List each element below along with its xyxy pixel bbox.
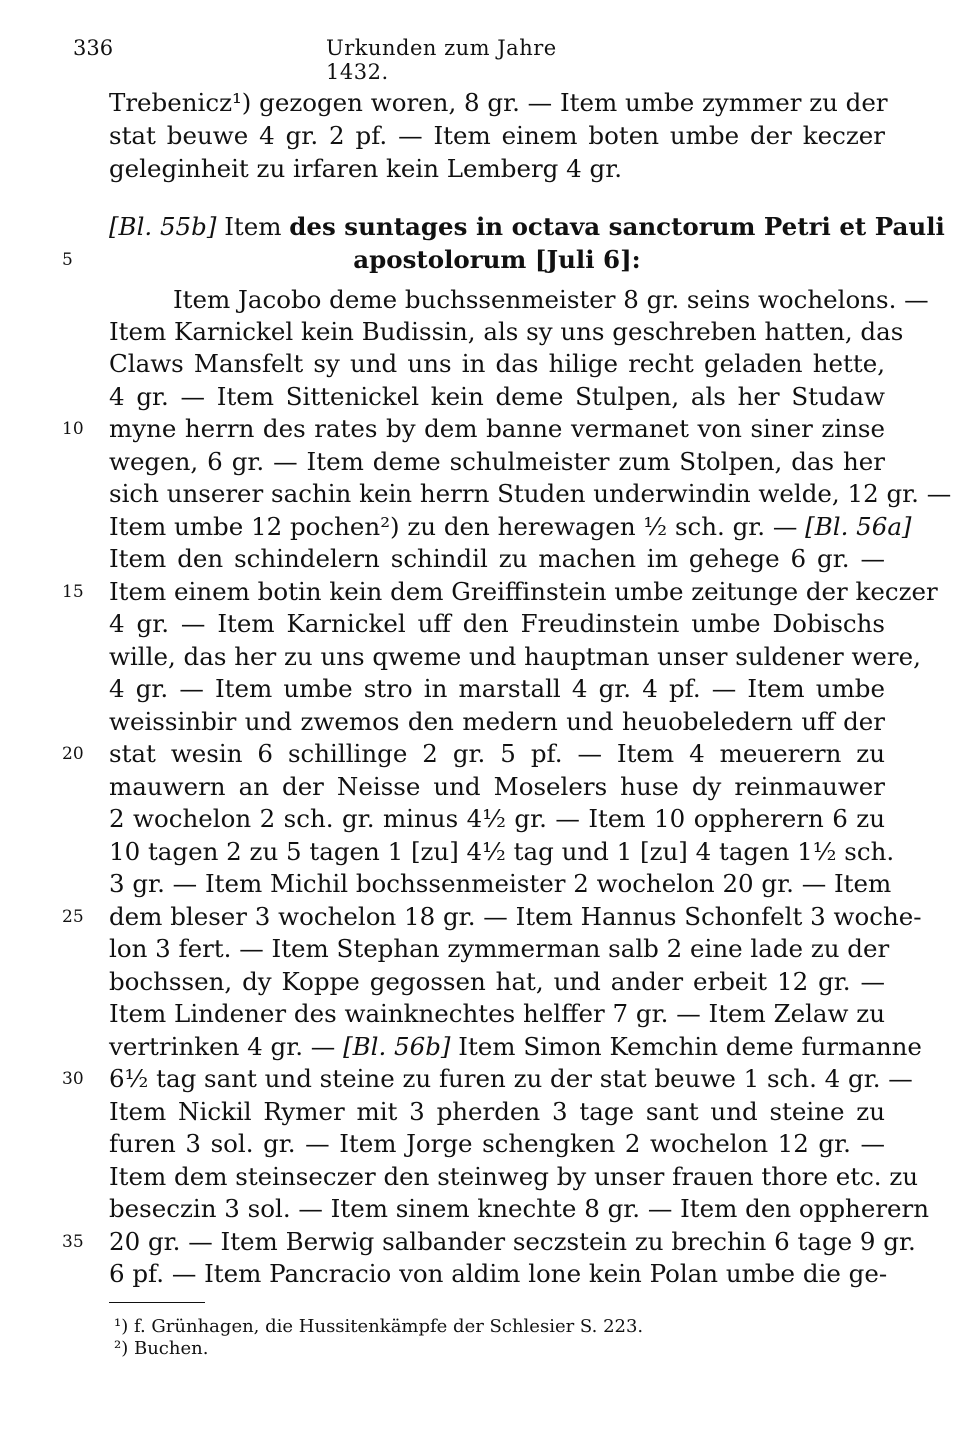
text-line: 10 tagen 2 zu 5 tagen 1 [zu] 4½ tag und 1 [zu] 4 tagen 1½ sch.	[109, 837, 895, 866]
text-line: Item Nickil Rymer mit 3 pherden 3 tage sant und steine zu	[109, 1097, 885, 1126]
text-line: mauwern an der Neisse und Moselers huse dy reinmauwer	[109, 772, 885, 801]
text-line: Trebenicz¹) gezogen woren, 8 gr. — Item umbe zymmer zu der	[109, 88, 888, 117]
text-line: Claws Mansfelt sy und uns in das hilige recht geladen hette,	[109, 349, 885, 378]
text-line: Item dem steinseczer den steinweg by unser frauen thore etc. zu	[109, 1162, 919, 1191]
text-line: 3 gr. — Item Michil bochssenmeister 2 wochelon 20 gr. — Item	[109, 869, 892, 898]
text-line: 20 gr. — Item Berwig salbander seczstein zu brechin 6 tage 9 gr.	[109, 1227, 916, 1256]
folio-marker: [Bl. 56a]	[805, 512, 912, 541]
text-line: 4 gr. — Item Karnickel uff den Freudinstein umbe Dobischs	[109, 609, 885, 638]
text-line: dem bleser 3 wochelon 18 gr. — Item Hannus Schonfelt 3 woche-	[109, 902, 922, 931]
section-heading: des suntages in octava sanctorum Petri et Pauli	[289, 212, 945, 241]
text-line: myne herrn des rates by dem banne vermanet von siner zinse	[109, 414, 885, 443]
page-header	[73, 36, 593, 84]
line-number: 10	[62, 419, 84, 439]
text-line: lon 3 fert. — Item Stephan zymmerman salb 2 eine lade zu der	[109, 934, 890, 963]
text-line: 6½ tag sant und steine zu furen zu der stat beuwe 1 sch. 4 gr. —	[109, 1064, 913, 1093]
text-line: Item Jacobo deme buchssenmeister 8 gr. seins wochelons. —	[173, 285, 929, 314]
footnote: ¹) f. Grünhagen, die Hussitenkämpfe der Schlesier S. 223.	[114, 1316, 644, 1337]
line-number: 15	[62, 582, 84, 602]
text-line: geleginheit zu irfaren kein Lemberg 4 gr.	[109, 154, 623, 183]
line-number: 35	[62, 1232, 84, 1252]
folio-marker: [Bl. 55b]	[109, 212, 217, 241]
section-heading: apostolorum [Juli 6]:	[353, 245, 641, 274]
text-line: stat beuwe 4 gr. 2 pf. — Item einem boten umbe der keczer	[109, 121, 885, 150]
text-line: wille, das her zu uns qweme und hauptman unser suldener were,	[109, 642, 921, 671]
text-line: bochssen, dy Koppe gegossen hat, und ander erbeit 12 gr. —	[109, 967, 885, 996]
text-line: 4 gr. — Item umbe stro in marstall 4 gr. 4 pf. — Item umbe	[109, 674, 885, 703]
footnote-rule	[109, 1302, 205, 1303]
text-line: Item umbe 12 pochen²) zu den herewagen ½ sch. gr. — [Bl. 56a]	[109, 512, 912, 541]
text-line: [Bl. 55b] Item des suntages in octava sanctorum Petri et Pauli	[109, 212, 945, 241]
text-line: Item einem botin kein dem Greiffinstein umbe zeitunge der keczer	[109, 577, 938, 606]
page-number: 336	[73, 36, 114, 60]
running-head: Urkunden zum Jahre 1432.	[326, 36, 557, 84]
text-line: furen 3 sol. gr. — Item Jorge schengken 2 wochelon 12 gr. —	[109, 1129, 885, 1158]
text-line	[109, 244, 885, 276]
line-number: 30	[62, 1069, 84, 1089]
folio-marker: [Bl. 56b]	[343, 1032, 451, 1061]
footnote: ²) Buchen.	[114, 1338, 209, 1359]
text-line: Item Karnickel kein Budissin, als sy uns geschreben hatten, das	[109, 317, 904, 346]
line-number: 5	[62, 250, 73, 270]
line-number: 25	[62, 907, 84, 927]
text-line: sich unserer sachin kein herrn Studen underwindin welde, 12 gr. —	[109, 479, 952, 508]
text-line: vertrinken 4 gr. — [Bl. 56b] Item Simon Kemchin deme furmanne	[109, 1032, 922, 1061]
text-line: wegen, 6 gr. — Item deme schulmeister zum Stolpen, das her	[109, 447, 885, 476]
text-line: stat wesin 6 schillinge 2 gr. 5 pf. — Item 4 meuerern zu	[109, 739, 885, 768]
text-line: 4 gr. — Item Sittenickel kein deme Stulpen, als her Studaw	[109, 382, 885, 411]
text-line: 2 wochelon 2 sch. gr. minus 4½ gr. — Item 10 oppherern 6 zu	[109, 804, 885, 833]
text-line: 6 pf. — Item Pancracio von aldim lone kein Polan umbe die ge-	[109, 1259, 888, 1288]
text-line: Item Lindener des wainknechtes helffer 7 gr. — Item Zelaw zu	[109, 999, 885, 1028]
text-line: weissinbir und zwemos den medern und heuobeledern uff der	[109, 707, 885, 736]
line-number: 20	[62, 744, 84, 764]
text-line: beseczin 3 sol. — Item sinem knechte 8 gr. — Item den oppherern	[109, 1194, 930, 1223]
text-line: Item den schindelern schindil zu machen im gehege 6 gr. —	[109, 544, 885, 573]
